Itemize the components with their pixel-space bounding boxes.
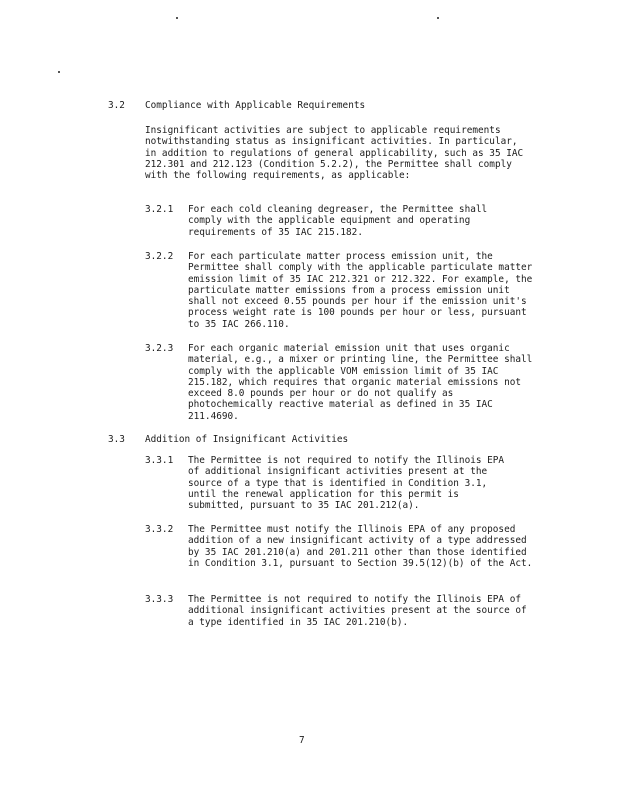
section-number: 3.3 — [108, 434, 125, 445]
section-number: 3.2 — [108, 100, 125, 111]
item-text: For each cold cleaning degreaser, the Permittee shall comply with the applicable equipment and operating requirements of 35 IAC 215.182. — [188, 204, 488, 238]
item-text: For each organic material emission unit that uses organic material, e.g., a mixer or printing line, the Permittee shall comply with the applicable VOM emission limit of 35 IAC 215.182, which requires that organic material emissions not exceed 8.0 pounds per hour or do not qualify as photochemically reactive material as defined in 35 IAC 211.4690. — [188, 343, 533, 422]
section-heading: Addition of Insignificant Activities — [145, 434, 349, 445]
item-text: The Permittee is not required to notify the Illinois EPA of additional insignificant activities present at the source of a type identified in 35 IAC 201.210(b). — [188, 594, 527, 628]
item-number: 3.3.3 — [145, 594, 174, 605]
item-number: 3.3.2 — [145, 524, 174, 535]
item-text: The Permittee must notify the Illinois EPA of any proposed addition of a new insignificant activity of a type addressed by 35 IAC 201.210(a) and 201.211 other than those identified in Condition 3.1, pursuant to Section 39.5(12)(b) of the Act. — [188, 524, 533, 569]
item-number: 3.3.1 — [145, 455, 174, 466]
item-text: The Permittee is not required to notify the Illinois EPA of additional insignificant activities present at the source of a type that is identified in Condition 3.1, until the renewal application for this permit is submitted, pursuant to 35 IAC 201.212(a). — [188, 455, 505, 512]
item-number: 3.2.1 — [145, 204, 174, 215]
item-number: 3.2.3 — [145, 343, 174, 354]
page-number: 7 — [299, 735, 305, 746]
section-intro-paragraph: Insignificant activities are subject to applicable requirements notwithstanding status as insignificant activities. In particular, in addition to regulations of general applicability, such as 35 IAC 212.301 and 212.123 (Condition 5.2.2), the Permittee shall comply with the following requirements, as applicable: — [145, 125, 524, 182]
scan-speck — [58, 71, 60, 73]
scan-speck — [176, 17, 178, 19]
section-heading: Compliance with Applicable Requirements — [145, 100, 366, 111]
scan-speck — [437, 17, 439, 19]
item-text: For each particulate matter process emission unit, the Permittee shall comply with the applicable particulate matter emission limit of 35 IAC 212.321 or 212.322. For example, the particulate matter emissions from a process emission unit shall not exceed 0.55 pounds per hour if the emission unit's process weight rate is 100 pounds per hour or less, pursuant to 35 IAC 266.110. — [188, 251, 533, 330]
item-number: 3.2.2 — [145, 251, 174, 262]
